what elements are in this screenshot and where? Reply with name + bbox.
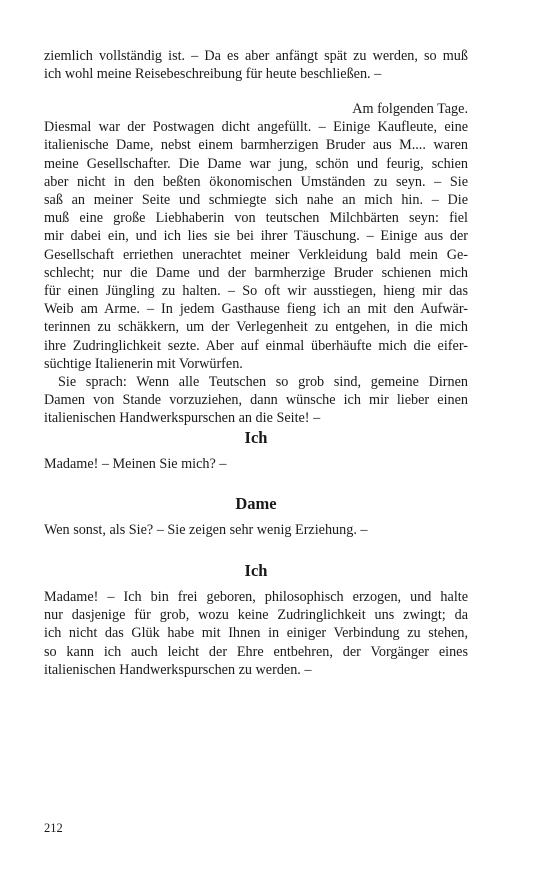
text-line: Diesmal war der Postwagen dicht angefüllt. – Einige Kaufleute, eine	[44, 119, 468, 136]
paragraph-journey	[44, 100, 468, 428]
text-line: Damen von Stande vorzuziehen, dann wünsche ich mir lieber einen	[44, 392, 468, 409]
text-line: aber nicht in den beßten ökonomischen Umständen zu seyn. – Sie	[44, 173, 468, 190]
paragraph-closing	[44, 47, 468, 83]
text-line: Madame! – Ich bin frei geboren, philosophisch erzogen, und halte	[44, 589, 468, 605]
page-number: 212	[44, 821, 63, 835]
text-line: ich wohl meine Reisebeschreibung für heute beschließen. –	[44, 66, 382, 83]
speech-line	[44, 521, 468, 539]
text-line: saß an meiner Seite und schmiegte sich nahe an mich hin. – Die	[44, 192, 468, 209]
text-line: Madame! – Meinen Sie mich? –	[44, 456, 227, 472]
text-line: Sie sprach: Wenn alle Teutschen so grob sind, gemeine Dirnen	[58, 374, 468, 391]
text-line: ihre Zudringlichkeit sezte. Aber auf einmal überhäufte mich die eifer-	[44, 337, 468, 354]
speech-paragraph	[44, 588, 468, 679]
text-line: mir dabei ein, und ich lies sie bei ihrer Täuschung. – Einige aus der	[44, 228, 468, 245]
text-line: süchtige Italienerin mit Vorwürfen.	[44, 355, 243, 372]
text-line: Weib am Arme. – In jedem Gasthause fieng ich an mit den Aufwär-	[44, 301, 468, 318]
text-line: für einen Jüngling zu halten. – So oft wir ausstiegen, hieng mir das	[44, 283, 468, 300]
text-line: italienischen Handwerkspurschen an die Seite! –	[44, 410, 321, 427]
speech-line	[44, 455, 468, 473]
text-line: ich nicht das Glük habe mit Ihnen in einiger Verbindung zu stehen,	[44, 625, 468, 642]
speaker-heading: Ich	[244, 428, 268, 447]
dateline: Am folgenden Tage.	[352, 101, 468, 117]
text-line: so kann ich auch leicht der Ehre entbehren, der Vorgänger eines	[44, 643, 468, 660]
text-line: ziemlich vollständig ist. – Da es aber anfängt spät zu werden, so muß	[44, 48, 468, 64]
speaker-heading: Ich	[244, 561, 268, 580]
text-line: muß eine große Liebhaberin von teutschen Milchbärten seyn: fiel	[44, 210, 468, 227]
text-line: terinnen zu schäkkern, um der Verlegenheit zu entgehen, in die mich	[44, 319, 468, 336]
text-line: italienischen Handwerkspurschen zu werden. –	[44, 661, 312, 678]
text-line: nur dasjenige für grob, wozu keine Zudringlichkeit uns zwingt; da	[44, 607, 468, 624]
speaker-heading: Dame	[235, 494, 277, 513]
text-line: schlecht; nur die Dame und der barmherzige Bruder schienen mich	[44, 264, 468, 281]
text-line: Wen sonst, als Sie? – Sie zeigen sehr wenig Erziehung. –	[44, 522, 368, 538]
text-line: meine Gesellschafter. Die Dame war jung, schön und feurig, schien	[44, 155, 468, 172]
text-line: Gesellschaft erriethen unerachtet meiner Verkleidung bald mein Ge-	[44, 246, 468, 263]
text-line: italienische Dame, nebst einem barmherzigen Bruder aus M.... waren	[44, 137, 468, 154]
